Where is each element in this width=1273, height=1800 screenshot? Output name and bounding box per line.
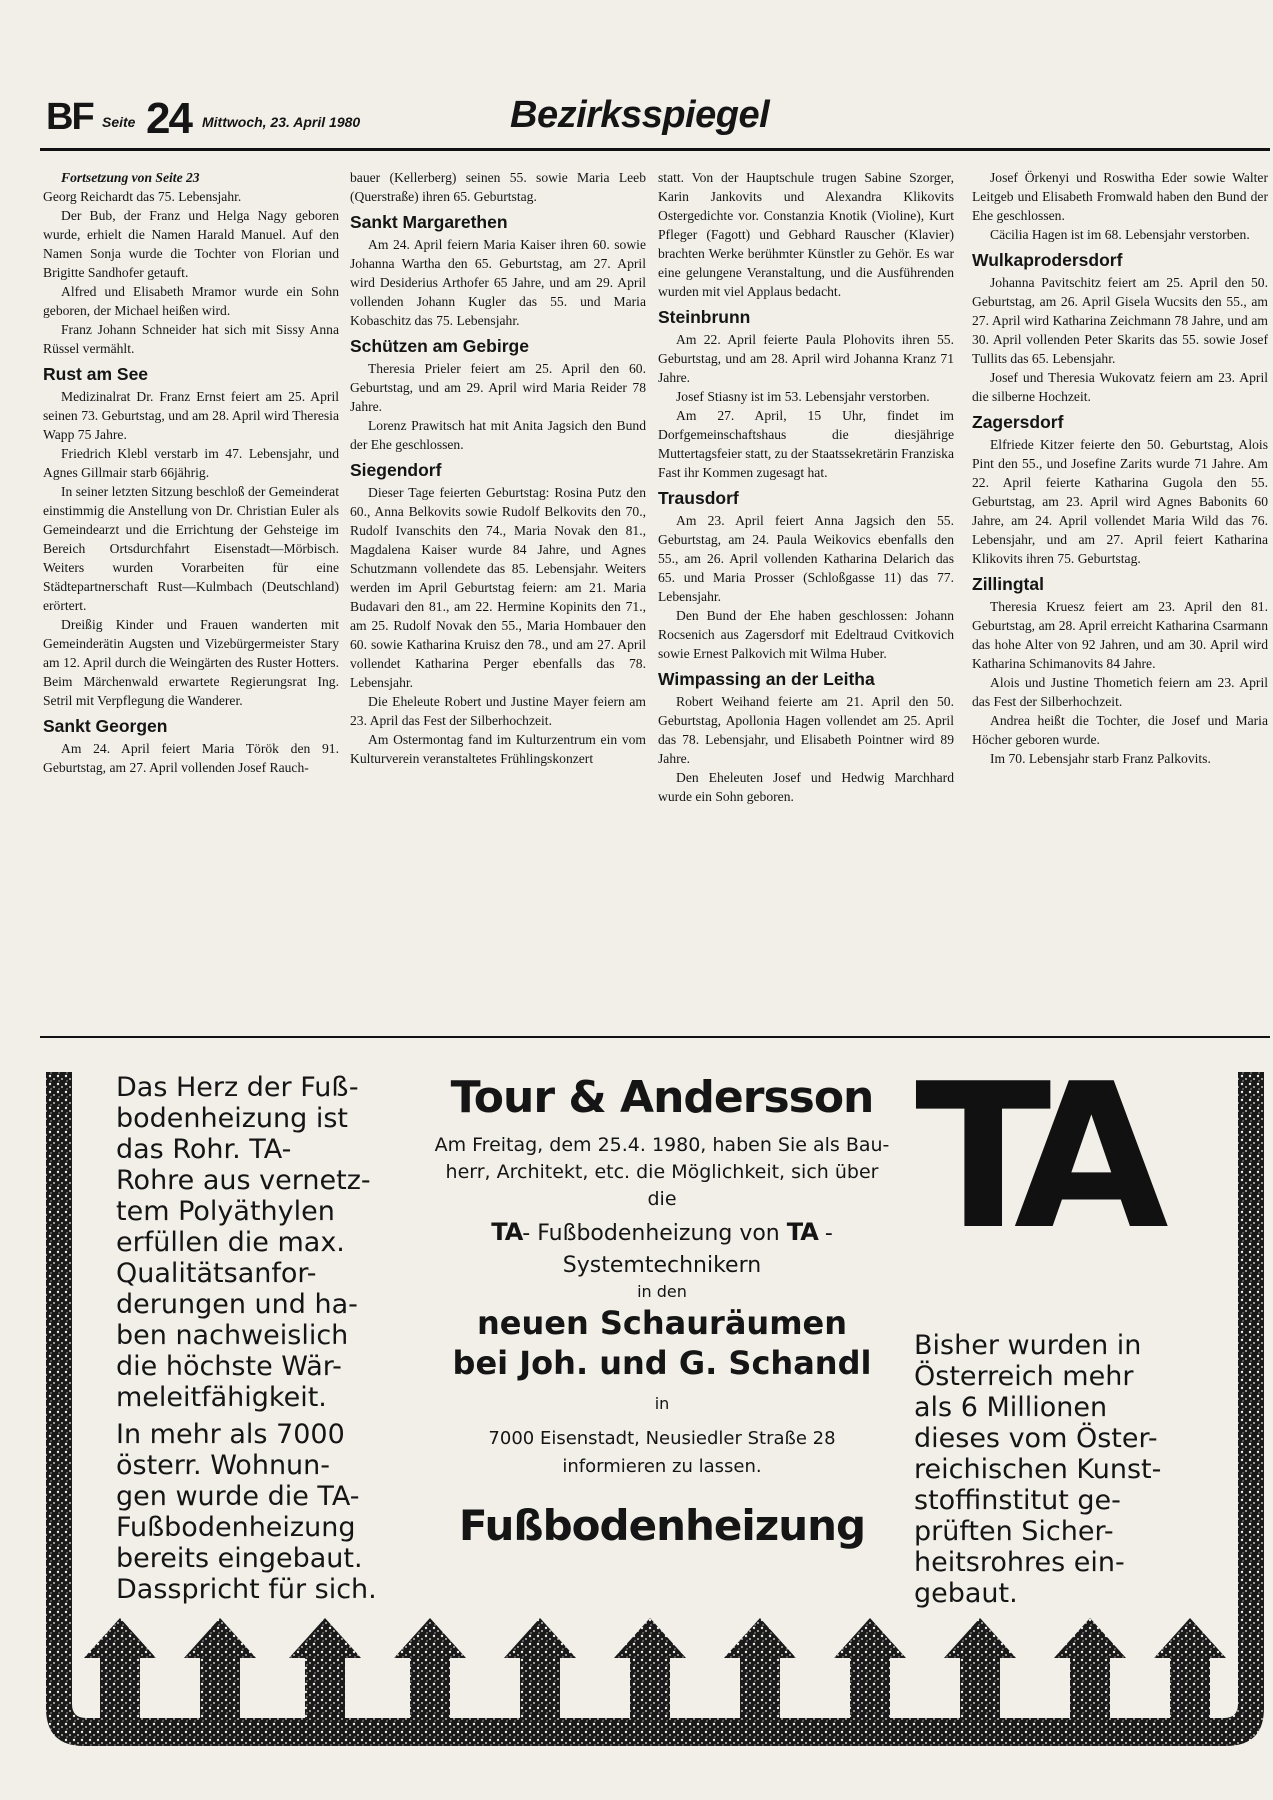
town-heading-sankt-georgen: Sankt Georgen [43, 716, 168, 736]
ad-showroom-line: neuen Schauräumen [476, 1304, 848, 1342]
ad-right-line: stoffinstitut ge- [914, 1485, 1121, 1516]
ad-showroom-line: bei Joh. und G. Schandl [452, 1344, 872, 1382]
ad-ta-text: - Fußbodenheizung von [522, 1221, 780, 1246]
page-label: Seite [102, 114, 136, 130]
section-title: Bezirksspiegel [510, 94, 770, 136]
paragraph: Am 24. April feiert Maria Török den 91. Geburtstag, am 27. April vollenden Josef Rauch- [43, 741, 339, 775]
newspaper-logo: BF [46, 96, 93, 138]
ad-right-line: Bisher wurden in [914, 1330, 1142, 1361]
town-heading-siegendorf: Siegendorf [350, 460, 442, 480]
ad-right-line: dieses vom Öster- [914, 1423, 1158, 1454]
ad-left-line: Qualitätsanfor- [116, 1258, 317, 1289]
article-column-1 [43, 168, 339, 777]
paragraph: Medizinalrat Dr. Franz Ernst feiert am 25. April seinen 73. Geburtstag, und am 28. April wird Theresia Wapp 75 Jahre. [43, 389, 339, 442]
ad-left-line: ben nachweislich [116, 1320, 349, 1351]
town-heading-wimpassing: Wimpassing an der Leitha [658, 669, 875, 689]
ad-right-line: prüften Sicher- [914, 1516, 1114, 1547]
paragraph: Alois und Justine Thometich feiern am 23. April das Fest der Silberhochzeit. [972, 675, 1268, 709]
paragraph: Andrea heißt die Tochter, die Josef und Maria Höcher geboren wurde. [972, 713, 1268, 747]
paragraph: Dieser Tage feierten Geburtstag: Rosina Putz den 60., Anna Belkovits sowie Rudolf Belkovits den 70., Rudolf Ivanschits den 74., Maria Novak den 81., Magdalena Kaiser wurde 84 Jahre, und Agnes Schutzmann vollendete das 85. Lebensjahr. Weiters werden im April Geburtstag feiern: am 21. Maria Budavari den 81., am 22. Hermine Kopinits den 71., am 25. Rudolf Novak den 55., Maria Hombauer den 60. sowie Katharina Kruisz den 78., und am 27. April vollendet Katharina Perger ebenfalls das 78. Lebensjahr. [350, 485, 646, 690]
paragraph: Robert Weihand feierte am 21. April den 50. Geburtstag, Apollonia Hagen vollendet am 25. April das 78. Lebensjahr, und Elisabeth Pointner wird 89 Jahre. [658, 694, 954, 766]
ad-right-line: als 6 Millionen [914, 1392, 1108, 1423]
town-heading-trausdorf: Trausdorf [658, 488, 739, 508]
paragraph: Josef Örkenyi und Roswitha Eder sowie Walter Leitgeb und Elisabeth Fromwald haben den Bund der Ehe geschlossen. [972, 170, 1268, 223]
ad-right-line: gebaut. [914, 1578, 1018, 1609]
ad-center-copy [402, 1062, 922, 1553]
heating-arrows [84, 1618, 1226, 1718]
paragraph: Friedrich Klebl verstarb im 47. Lebensjahr, und Agnes Gillmair starb 66jährig. [43, 446, 339, 480]
paragraph: Am 24. April feiern Maria Kaiser ihren 60. sowie Johanna Wartha den 65. Geburtstag, am 27. April wird Desiderius Arthofer 65 Jahre, und am 29. April vollenden Johann Kugler das 55. und Maria Kobaschitz das 75. Lebensjahr. [350, 237, 646, 328]
ad-intro-line: Am Freitag, dem 25.4. 1980, haben Sie als Bau- [434, 1134, 890, 1156]
article-column-4 [972, 168, 1268, 768]
page-number: 24 [146, 94, 191, 143]
ad-left-line: Rohre aus vernetz- [116, 1165, 371, 1196]
ad-left-line: derungen und ha- [116, 1289, 358, 1320]
page-header [40, 92, 1270, 150]
advertisement-rule [40, 1036, 1270, 1038]
ad-ta-dash: - [824, 1221, 833, 1246]
ad-left-line: gen wurde die TA- [116, 1481, 360, 1512]
paragraph: Den Bund der Ehe haben geschlossen: Johann Rocsenich aus Zagersdorf mit Edeltraud Cvitkovich sowie Ernest Palkovich mit Wilma Huber. [658, 608, 954, 661]
advertisement [40, 1058, 1270, 1763]
paragraph: Die Eheleute Robert und Justine Mayer feiern am 23. April das Fest der Silberhochzeit. [350, 694, 646, 728]
ad-left-line: Fußbodenheizung [116, 1512, 356, 1543]
ad-right-line: heitsrohres ein- [914, 1547, 1125, 1578]
paragraph: Theresia Kruesz feiert am 23. April den 81. Geburtstag, am 28. April erreicht Katharina Csarmann das hohe Alter von 92 Jahren, und am 30. April wird Katharina Schimanovits 84 Jahre. [972, 599, 1268, 671]
town-heading-wulkaprodersdorf: Wulkaprodersdorf [972, 250, 1123, 270]
ad-in: in [654, 1394, 670, 1413]
paragraph: Im 70. Lebensjahr starb Franz Palkovits. [990, 751, 1211, 766]
town-heading-steinbrunn: Steinbrunn [658, 307, 751, 327]
ad-left-line: erfüllen die max. [116, 1227, 345, 1258]
paragraph: Theresia Prieler feiert am 25. April den 60. Geburtstag, und am 29. April wird Maria Reider 78 Jahre. [350, 361, 646, 414]
article-column-2 [350, 168, 646, 768]
pipe-right [1238, 1072, 1264, 1682]
ta-mark: TA [786, 1218, 818, 1246]
paragraph: statt. Von der Hauptschule trugen Sabine Szorger, Karin Jankovits und Alexandra Klikovits Ostergedichte vor. Constanzia Knotik (Violine), Kurt Pfleger (Fagott) und Gebhard Rauscher (Klavier) brachten Werke berühmter Künstler zu Gehör. Es war eine gelungene Veranstaltung, und die Ausführenden wurden mit viel Applaus bedacht. [658, 170, 954, 299]
ad-left-line: meleitfähigkeit. [116, 1382, 327, 1413]
ad-inform: informieren zu lassen. [562, 1456, 762, 1477]
paragraph: Franz Johann Schneider hat sich mit Sissy Anna Rüssel vermählt. [43, 322, 339, 356]
ad-left-line: bereits eingebaut. [116, 1543, 363, 1574]
article-column-3 [658, 168, 954, 806]
paragraph: Dreißig Kinder und Frauen wanderten mit Gemeinderätin Augsten und Vizebürgermeister Stary am 12. April durch die Weingärten des Ruster Hotters. Beim Märchenwald erwartete Regierungsrat Ing. Setril mit Verpflegung die Wanderer. [43, 617, 339, 708]
ad-in-den: in den [637, 1282, 687, 1301]
paragraph: Der Bub, der Franz und Helga Nagy geboren wurde, erhielt die Namen Harald Manuel. Auf den Namen Sonja wurde die Tochter von Florian und Brigitte Sandhofer getauft. [43, 208, 339, 280]
paragraph: Elfriede Kitzer feierte den 50. Geburtstag, Alois Pint den 55., und Josefine Zarits wurde 71 Jahre. Am 22. April feierte Katharina Gugola den 55. Geburtstag, am 23. April wird Agnes Babonits 60 Jahre, am 24. April vollendet Maria Wild das 76. Lebensjahr, und am 27. April feiert Katharina Klikovits ihren 75. Geburtstag. [972, 437, 1268, 566]
ad-ta-line [402, 1217, 922, 1251]
town-heading-zagersdorf: Zagersdorf [972, 412, 1064, 432]
town-heading-sankt-margarethen: Sankt Margarethen [350, 212, 508, 232]
paragraph: In seiner letzten Sitzung beschloß der Gemeinderat einstimmig die Anstellung von Dr. Christian Euler als Gemeindearzt und die Errichtung der Gehsteige im Bereich Ortsdurchfahrt Eisenstadt—Mörbisch. Weiters wurden Vorarbeiten für eine Städtepartnerschaft Rust—Kulmbach (Deutschland) erörtert. [43, 484, 339, 613]
paragraph: Josef Stiasny ist im 53. Lebensjahr verstorben. [676, 389, 930, 404]
ad-left-line: die höchste Wär- [116, 1351, 342, 1382]
ad-right-copy [914, 1330, 1174, 1609]
ad-final-headline: Fußbodenheizung [458, 1501, 866, 1550]
ad-left-line: österr. Wohnun- [116, 1450, 331, 1481]
ad-intro-line: herr, Architekt, etc. die Möglichkeit, sich über [445, 1161, 879, 1183]
ta-logo [915, 1076, 1185, 1246]
paragraph: Am 22. April feierte Paula Plohovits ihren 55. Geburtstag, und am 28. April wird Johanna Kranz 71 Jahre. [658, 332, 954, 385]
ad-left-line: bodenheizung ist [116, 1103, 349, 1134]
paragraph: Cäcilia Hagen ist im 68. Lebensjahr verstorben. [990, 227, 1250, 242]
ad-right-line: Österreich mehr [914, 1361, 1134, 1392]
continuation-note: Fortsetzung von Seite 23 [61, 170, 200, 185]
pipe-left [46, 1072, 72, 1682]
ad-address: 7000 Eisenstadt, Neusiedler Straße 28 [488, 1428, 836, 1449]
ad-left-line: Das Herz der Fuß- [116, 1072, 359, 1103]
ad-systemtechnikern: Systemtechnikern [562, 1253, 762, 1278]
town-heading-schuetzen: Schützen am Gebirge [350, 336, 529, 356]
paragraph: Georg Reichardt das 75. Lebensjahr. [43, 189, 242, 204]
paragraph: Den Eheleuten Josef und Hedwig Marchhard wurde ein Sohn geboren. [658, 770, 954, 804]
paragraph: Josef und Theresia Wukovatz feiern am 23. April die silberne Hochzeit. [972, 370, 1268, 404]
issue-date: Mittwoch, 23. April 1980 [202, 114, 361, 130]
ad-left-line: tem Polyäthylen [116, 1196, 335, 1227]
paragraph: Johanna Pavitschitz feiert am 25. April den 50. Geburtstag, am 26. April Gisela Wucsits den 55., am 27. April wird Katharina Zeichmann 78 Jahre, und am 30. April vollenden Peter Skarits das 55. sowie Josef Tullits das 65. Lebensjahr. [972, 275, 1268, 366]
town-heading-rust: Rust am See [43, 364, 149, 384]
paragraph: Lorenz Prawitsch hat mit Anita Jagsich den Bund der Ehe geschlossen. [350, 418, 646, 452]
ad-right-line: reichischen Kunst- [914, 1454, 1162, 1485]
header-rule [40, 148, 1270, 151]
ta-mark: TA [491, 1218, 523, 1246]
ad-left-line: das Rohr. TA- [116, 1134, 292, 1165]
ta-logo-text: TA [915, 1076, 1147, 1246]
town-heading-zillingtal: Zillingtal [972, 574, 1044, 594]
brand-name: Tour & Andersson [450, 1072, 874, 1123]
paragraph: Am Ostermontag fand im Kulturzentrum ein vom Kulturverein veranstaltetes Frühlingskonzert [350, 732, 646, 766]
paragraph: Am 27. April, 15 Uhr, findet im Dorfgemeinschaftshaus die diesjährige Muttertagsfeier statt, zu der Staatssekretärin Franziska Fast ihr Kommen zugesagt hat. [658, 408, 954, 480]
ad-intro-line: die [647, 1188, 677, 1210]
ad-left-copy [116, 1072, 416, 1605]
ad-left-line: In mehr als 7000 [116, 1419, 345, 1450]
paragraph: Alfred und Elisabeth Mramor wurde ein Sohn geboren, der Michael heißen wird. [43, 284, 339, 318]
paragraph: Am 23. April feiert Anna Jagsich den 55. Geburtstag, am 24. Paula Weikovics ebenfalls den 55., am 26. April vollenden Katharina Delarich das 65. und Maria Prosser (Schloßgasse 11) das 77. Lebensjahr. [658, 513, 954, 604]
ad-left-line: Dasspricht für sich. [116, 1574, 377, 1605]
paragraph: bauer (Kellerberg) seinen 55. sowie Maria Leeb (Querstraße) ihren 65. Geburtstag. [350, 170, 646, 204]
